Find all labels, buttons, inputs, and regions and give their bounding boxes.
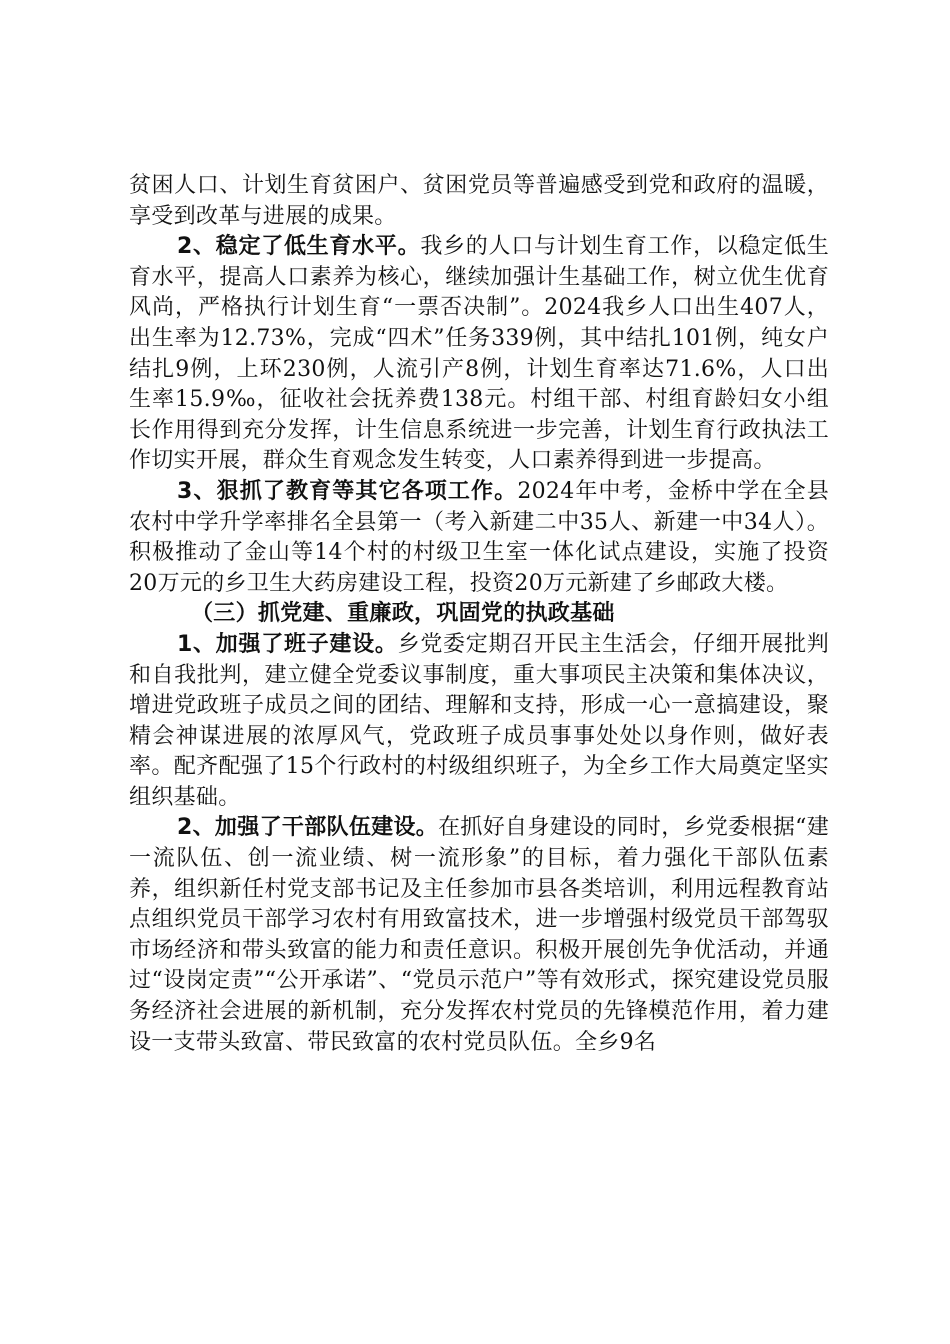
paragraph-intro bbox=[129, 171, 829, 232]
paragraph-lead: 2、稳定了低生育水平。 bbox=[177, 234, 421, 260]
paragraph-birth-level bbox=[129, 232, 829, 477]
paragraph-text: 在抓好自身建设的同时，乡党委根据“建一流队伍、创一流业绩、树一流形象”的目标，着力强化干部队伍素养，组织新任村党支部书记及主任参加市县各类培训，利用远程教育站点组织党员干部学习农村有用致富技术，进一步增强村级党员干部驾驭市场经济和带头致富的能力和责任意识。积极开展创先争优活动，并通过“设岗定责”“公开承诺”、“党员示范户”等有效形式，探究建设党员服务经济社会进展的新机制，充分发挥农村党员的先锋模范作用，着力建设一支带头致富、带民致富的农村党员队伍。全乡9名 bbox=[129, 815, 829, 1055]
document-body bbox=[129, 171, 829, 1058]
paragraph-team bbox=[129, 630, 829, 814]
paragraph-lead: 2、加强了干部队伍建设。 bbox=[177, 815, 439, 841]
paragraph-cadre bbox=[129, 813, 829, 1058]
paragraph-education bbox=[129, 477, 829, 599]
paragraph-text: 贫困人口、计划生育贫困户、贫困党员等普遍感受到党和政府的温暖，享受到改革与进展的成果。 bbox=[129, 173, 829, 229]
paragraph-text: 乡党委定期召开民主生活会，仔细开展批判和自我批判，建立健全党委议事制度，重大事项民主决策和集体决议，增进党政班子成员之间的团结、理解和支持，形成一心一意搞建设，聚精会神谋进展的浓厚风气，党政班子成员事事处处以身作则，做好表率。配齐配强了15个行政村的村级组织班子，为全乡工作大局奠定坚实组织基础。 bbox=[129, 631, 829, 810]
paragraph-text: 我乡的人口与计划生育工作，以稳定低生育水平，提高人口素养为核心，继续加强计生基础工作，树立优生优育风尚，严格执行计划生育“一票否决制”。2024我乡人口出生407人，出生率为12.73%，完成“四术”任务339例，其中结扎101例，纯女户结扎9例，上环230例，人流引产8例，计划生育率达71.6%，人口出生率15.9‰，征收社会抚养费138元。村组干部、村组育龄妇女小组长作用得到充分发挥，计生信息系统进一步完善，计划生育行政执法工作切实开展，群众生育观念发生转变，人口素养得到进一步提高。 bbox=[129, 234, 830, 474]
paragraph-lead: 3、狠抓了教育等其它各项工作。 bbox=[177, 478, 518, 504]
paragraph-lead: 1、加强了班子建设。 bbox=[177, 631, 398, 657]
paragraph-text: 2024年中考，金桥中学在全县农村中学升学率排名全县第一（考入新建二中35人、新建一中34人）。积极推动了金山等14个村的村级卫生室一体化试点建设，实施了投资20万元的乡卫生大药房建设工程，投资20万元新建了乡邮政大楼。 bbox=[129, 478, 829, 596]
section-heading: （三）抓党建、重廉政，巩固党的执政基础 bbox=[191, 601, 615, 627]
